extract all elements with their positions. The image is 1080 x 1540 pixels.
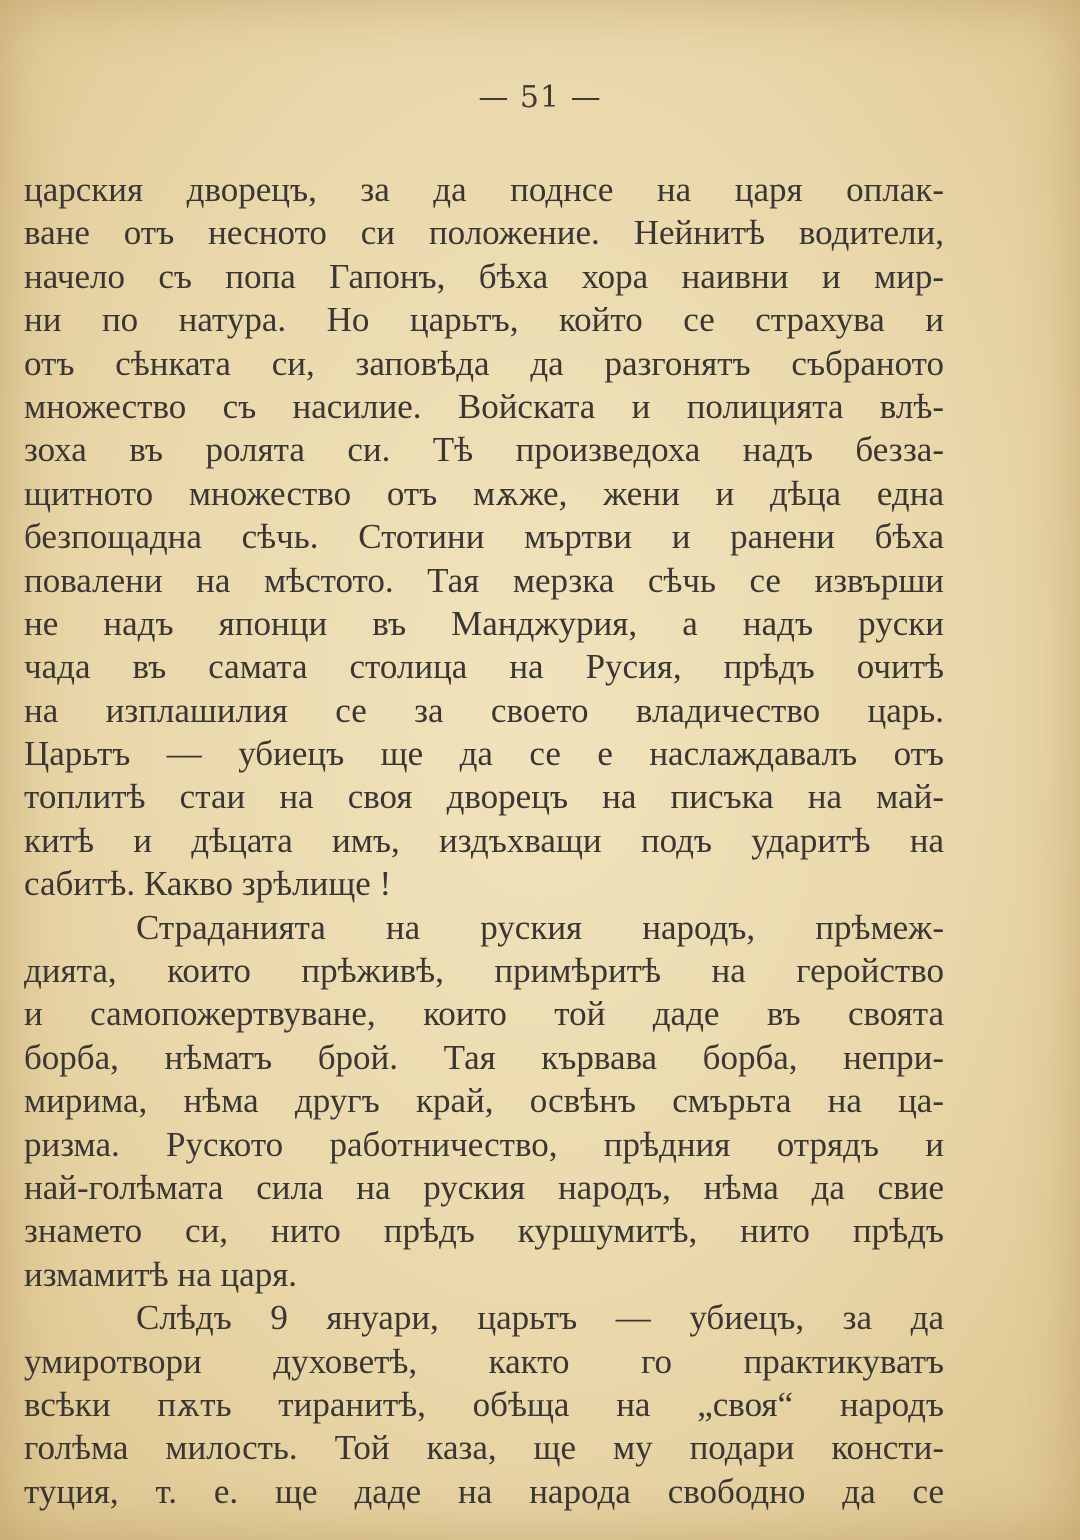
text-line: дията, които прѣживѣ, примѣритѣ на геройство (24, 951, 944, 991)
text-line: сабитѣ. Какво зрѣлище ! (24, 864, 392, 904)
text-line: всѣки пѫть тиранитѣ, обѣща на „своя“ народъ (24, 1384, 944, 1424)
text-line: начело съ попа Гапонъ, бѣха хора наивни и мир- (24, 256, 944, 296)
text-line: чада въ самата столица на Русия, прѣдъ очитѣ (24, 647, 944, 687)
text-line: безпощадна сѣчь. Стотини мъртви и ранени бѣха (24, 517, 944, 557)
text-line: ни по натура. Но царьтъ, който се страхува и (24, 300, 944, 340)
text-line: щитното множество отъ мѫже, жени и дѣца една (24, 473, 944, 513)
text-line: ване отъ несното си положение. Нейнитѣ водители, (24, 213, 944, 253)
text-line: топлитѣ стаи на своя дворецъ на писъка на май- (24, 777, 944, 817)
text-line: туция, т. е. ще даде на народа свободно да се (24, 1471, 944, 1511)
text-line: знамето си, нито прѣдъ куршумитѣ, нито прѣдъ (24, 1211, 944, 1251)
text-line: не надъ японци въ Манджурия, а надъ руски (24, 603, 944, 643)
text-line: измамитѣ на царя. (24, 1254, 298, 1294)
text-line: китѣ и дѣцата имъ, издъхващи подъ ударитѣ на (24, 820, 944, 860)
text-line: умиротвори духоветѣ, както го практикуватъ (24, 1341, 944, 1381)
text-line: борба, нѣматъ брой. Тая кървава борба, непри- (24, 1037, 944, 1077)
text-line: най-голѣмата сила на руския народъ, нѣма да свие (24, 1167, 944, 1207)
text-line: повалени на мѣстото. Тая мерзка сѣчь се извърши (24, 560, 944, 600)
text-line: ризма. Руското работничество, прѣдния отрядъ и (24, 1124, 944, 1164)
text-line: и самопожертвуване, които той даде въ своята (24, 994, 944, 1034)
text-line: отъ сѣнката си, заповѣда да разгонятъ събраното (24, 343, 944, 383)
text-line: на изплашилия се за своето владичество царь. (24, 690, 944, 730)
text-line: голѣма милость. Той каза, ще му подари консти- (24, 1428, 944, 1468)
text-line: зоха въ ролята си. Тѣ произведоха надъ безза- (24, 430, 944, 470)
text-line: Слѣдъ 9 януари, царьтъ — убиецъ, за да (136, 1298, 944, 1338)
text-line: множество съ насилие. Войската и полицията влѣ- (24, 386, 944, 426)
page-number: — 51 — (478, 80, 602, 115)
body-text (24, 168, 944, 1513)
text-line: Царьтъ — убиецъ ще да се е наслаждавалъ отъ (24, 734, 944, 774)
text-line: мирима, нѣма другъ край, освѣнъ смърьта на ца- (24, 1081, 944, 1121)
text-line: царския дворецъ, за да поднсе на царя оплак- (24, 170, 944, 209)
text-line: Страданията на руския народъ, прѣмеж- (136, 907, 944, 947)
